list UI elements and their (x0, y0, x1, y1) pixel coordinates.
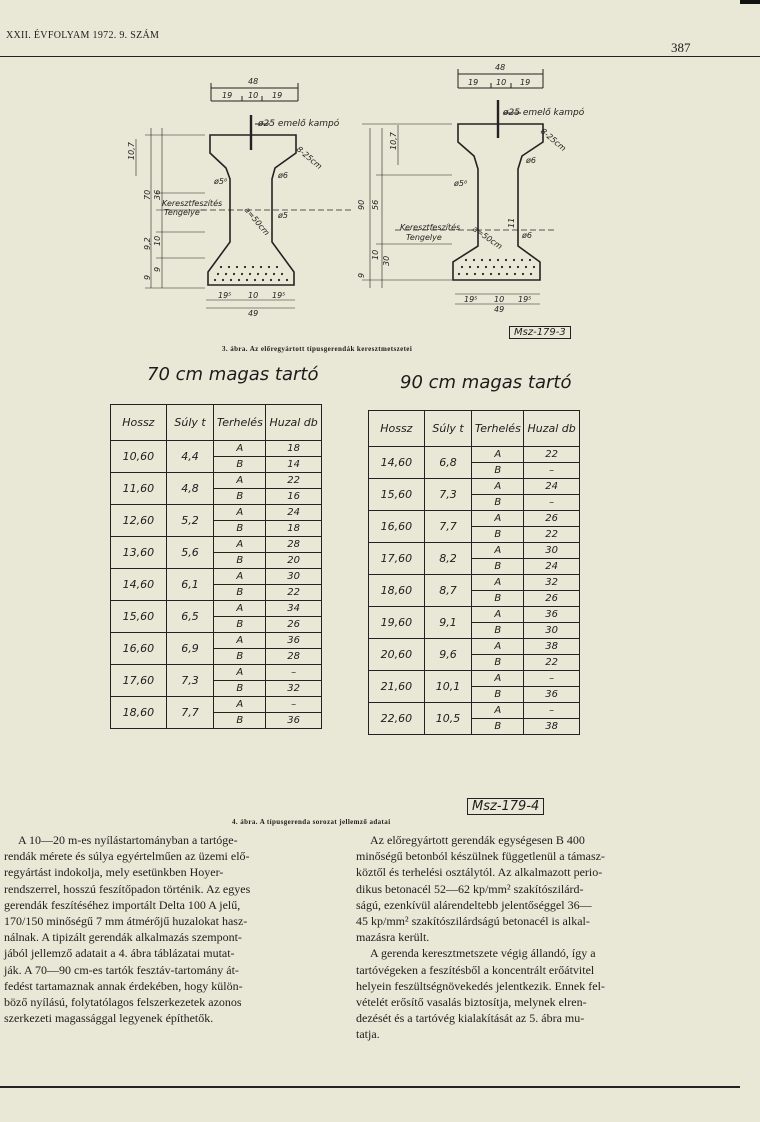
text-line: ságú, ezenkívül alárendeltebb jelentőséggel 36— (356, 897, 592, 912)
cell-terheles: A (472, 703, 524, 719)
cell-terheles: A (472, 575, 524, 591)
cell-suly: 8,2 (424, 543, 472, 575)
axis-label: Tengelye (164, 208, 200, 217)
cell-terheles: A (214, 601, 266, 617)
cell-huzal: 26 (266, 617, 322, 633)
table-row (369, 607, 580, 623)
dim-label: 56 (371, 199, 380, 210)
text-line: szerkezeti magassággal legyenek építhetők. (4, 1011, 214, 1026)
cell-suly: 7,3 (424, 479, 472, 511)
cell-huzal: 22 (524, 447, 580, 463)
cell-suly: 6,8 (424, 447, 472, 479)
cell-huzal: 22 (266, 473, 322, 489)
cell-suly: 10,1 (424, 671, 472, 703)
cell-huzal: 22 (266, 585, 322, 601)
figure3-caption: 3. ábra. Az előregyártott típusgerendák keresztmetszetei (222, 345, 413, 353)
table-header: Terhelés (214, 405, 266, 441)
cell-hossz: 18,60 (369, 575, 425, 607)
table-row (369, 639, 580, 655)
cell-huzal: 28 (266, 649, 322, 665)
text-line: dezését és a tartóvég kialakítását az 5. ábra mu- (356, 1011, 585, 1026)
cell-terheles: A (472, 639, 524, 655)
running-title: XXII. ÉVFOLYAM 1972. 9. SZÁM (6, 30, 160, 41)
dim-label: 10,7 (389, 132, 398, 150)
cell-terheles: A (214, 473, 266, 489)
cell-huzal: 16 (266, 489, 322, 505)
text-line: A gerenda keresztmetszete végig állandó, így a (370, 946, 596, 961)
hook-label: ø25 emelő kampó (503, 108, 585, 118)
table-row (369, 671, 580, 687)
dim-label: 8-25cm (538, 126, 568, 154)
table-header: Hossz (369, 411, 425, 447)
cell-hossz: 13,60 (111, 537, 167, 569)
dim-label: a=50cm (470, 224, 504, 252)
bar-label: ø6 (526, 156, 536, 165)
cell-suly: 7,7 (424, 511, 472, 543)
text-line: 170/150 minőségű 7 mm átmérőjű huzalokat hasz- (4, 914, 248, 929)
cell-terheles: B (472, 559, 524, 575)
cell-terheles: A (214, 665, 266, 681)
cell-suly: 6,5 (166, 601, 214, 633)
cell-hossz: 11,60 (111, 473, 167, 505)
dim-label: 48 (495, 63, 506, 72)
cell-terheles: B (214, 585, 266, 601)
table-row (369, 447, 580, 463)
text-line: 45 kp/mm² szakítószilárdságú betonacél is alkal- (356, 914, 590, 929)
bar-label: ø6 (522, 231, 532, 240)
table-header: Súly t (424, 411, 472, 447)
table-row (111, 441, 322, 457)
table-row (111, 569, 322, 585)
cell-hossz: 17,60 (111, 665, 167, 697)
table-row (369, 543, 580, 559)
cell-suly: 5,2 (166, 505, 214, 537)
cell-terheles: B (472, 463, 524, 479)
cell-terheles: A (214, 537, 266, 553)
cell-huzal: 26 (524, 511, 580, 527)
dim-label: 10 (496, 78, 507, 87)
cell-huzal: 22 (524, 527, 580, 543)
cell-suly: 7,3 (166, 665, 214, 697)
dim-label: 9 (153, 266, 162, 272)
cell-terheles: B (472, 591, 524, 607)
cell-huzal: 18 (266, 441, 322, 457)
table-header: Terhelés (472, 411, 524, 447)
cell-terheles: B (472, 623, 524, 639)
cell-terheles: B (214, 617, 266, 633)
cell-huzal: 34 (266, 601, 322, 617)
dim-label: 48 (248, 77, 259, 86)
cell-hossz: 16,60 (369, 511, 425, 543)
cell-huzal: – (524, 463, 580, 479)
bar-label: ø5 (278, 211, 288, 220)
table90-title: 90 cm magas tartó (400, 372, 572, 393)
cell-terheles: B (214, 681, 266, 697)
cell-suly: 5,6 (166, 537, 214, 569)
cell-hossz: 14,60 (111, 569, 167, 601)
cell-hossz: 22,60 (369, 703, 425, 735)
cell-terheles: B (214, 713, 266, 729)
cell-hossz: 17,60 (369, 543, 425, 575)
cell-huzal: 14 (266, 457, 322, 473)
text-line: böző nyílású, folytatólagos felszerkezetek azonos (4, 995, 242, 1010)
dim-label: 30 (382, 255, 391, 266)
dim-label: 8-25cm (294, 144, 324, 172)
text-line: fedést tartamaznak annak érdekében, hogy külön- (4, 978, 243, 993)
cell-terheles: A (214, 569, 266, 585)
text-line: vételét erősítő vasalás biztosítja, melynek elren- (356, 995, 587, 1010)
cell-huzal: 30 (266, 569, 322, 585)
cell-huzal: 26 (524, 591, 580, 607)
table-row (369, 511, 580, 527)
footer-rule (0, 1086, 740, 1088)
cell-huzal: 20 (266, 553, 322, 569)
dim-label: 19 (520, 78, 531, 87)
dim-label: 10 (248, 291, 259, 300)
table-row (111, 665, 322, 681)
text-line: mazásra került. (356, 930, 430, 945)
cell-huzal: 36 (524, 687, 580, 703)
table-row (111, 505, 322, 521)
bar-label: ø5⁶ (454, 179, 468, 188)
cell-terheles: A (214, 441, 266, 457)
table-header: Súly t (166, 405, 214, 441)
cell-terheles: B (214, 553, 266, 569)
cell-suly: 8,7 (424, 575, 472, 607)
figure4-mark: Msz-179-4 (467, 798, 544, 815)
header-rule (0, 56, 760, 57)
dim-label: 10 (371, 249, 380, 260)
cell-terheles: A (214, 697, 266, 713)
cell-terheles: B (472, 527, 524, 543)
table-header: Huzal db (266, 405, 322, 441)
dim-label: 10 (248, 91, 259, 100)
text-line: A 10—20 m-es nyílástartományban a tartóge- (18, 833, 238, 847)
text-line: jából jellemző adatait a 4. ábra táblázatai mutat- (4, 946, 235, 961)
dim-label: 9 (357, 272, 366, 278)
cell-terheles: A (472, 607, 524, 623)
text-line: tartóvégeken a feszítésből a koncentrált erőátvitel (356, 962, 595, 977)
text-line: helyein feszültségnövekedés jelentkezik. Ennek fel- (356, 978, 605, 993)
table-row (369, 575, 580, 591)
body-left-column (4, 832, 318, 1026)
cell-hossz: 12,60 (111, 505, 167, 537)
text-line: ják. A 70—90 cm-es tartók fesztáv-tartomány át- (4, 962, 239, 977)
dim-label: 19⁵ (272, 291, 286, 300)
cell-hossz: 14,60 (369, 447, 425, 479)
dim-label: 49 (248, 309, 259, 318)
cell-huzal: – (524, 671, 580, 687)
cell-terheles: A (472, 447, 524, 463)
cell-huzal: 18 (266, 521, 322, 537)
cell-suly: 7,7 (166, 697, 214, 729)
text-line: köztől és terhelési osztálytól. Az alkalmazott perio- (356, 865, 603, 880)
cell-hossz: 16,60 (111, 633, 167, 665)
cell-huzal: 24 (524, 559, 580, 575)
cell-suly: 9,1 (424, 607, 472, 639)
dim-label: 19⁵ (464, 295, 478, 304)
bar-label: ø5⁶ (214, 177, 228, 186)
cell-huzal: 22 (524, 655, 580, 671)
dim-label: 10 (494, 295, 505, 304)
bar-label: ø6 (278, 171, 288, 180)
dim-label: 19 (468, 78, 479, 87)
cell-huzal: 24 (266, 505, 322, 521)
cell-terheles: A (472, 511, 524, 527)
cell-huzal: 36 (266, 713, 322, 729)
cell-terheles: A (472, 479, 524, 495)
right-beam-outline (453, 124, 543, 280)
cell-hossz: 18,60 (111, 697, 167, 729)
cell-huzal: 36 (524, 607, 580, 623)
text-line: gerendák feszítéséhez importált Delta 100 A jelű, (4, 897, 241, 912)
cell-suly: 6,9 (166, 633, 214, 665)
text-line: Az előregyártott gerendák egységesen B 400 (370, 833, 585, 847)
cell-hossz: 21,60 (369, 671, 425, 703)
cell-hossz: 15,60 (369, 479, 425, 511)
cell-suly: 6,1 (166, 569, 214, 601)
body-right-column (356, 832, 684, 1043)
cell-huzal: – (266, 697, 322, 713)
table-row (111, 537, 322, 553)
cell-terheles: B (214, 489, 266, 505)
dim-label: 11 (507, 217, 516, 228)
cell-huzal: 28 (266, 537, 322, 553)
table-row (369, 703, 580, 719)
table70-title: 70 cm magas tartó (147, 364, 319, 385)
cell-terheles: A (214, 505, 266, 521)
cell-terheles: B (214, 521, 266, 537)
cell-suly: 9,6 (424, 639, 472, 671)
table90 (368, 410, 580, 735)
cell-huzal: 32 (266, 681, 322, 697)
cell-terheles: B (472, 719, 524, 735)
text-line: regyártást indokolja, mely esetünkben Hoyer- (4, 865, 224, 880)
table-header: Huzal db (524, 411, 580, 447)
text-line: tatja. (356, 1027, 380, 1042)
dim-label: 10 (153, 235, 162, 246)
cell-suly: 4,4 (166, 441, 214, 473)
cell-terheles: B (472, 495, 524, 511)
dim-label: 70 (143, 189, 152, 200)
cell-hossz: 19,60 (369, 607, 425, 639)
table70 (110, 404, 322, 729)
cell-terheles: A (214, 633, 266, 649)
axis-label: Tengelye (406, 233, 442, 242)
dim-label: 9,2 (143, 237, 152, 250)
table-row (111, 601, 322, 617)
cell-hossz: 15,60 (111, 601, 167, 633)
figure3-mark: Msz-179-3 (509, 326, 571, 339)
page-number: 387 (671, 40, 691, 55)
axis-label: Keresztfeszítés (162, 199, 223, 208)
text-line: nálnak. A tipizált gerendák alkalmazás szempont- (4, 930, 242, 945)
dim-label: 9 (143, 274, 152, 280)
table-row (111, 473, 322, 489)
cell-huzal: 32 (524, 575, 580, 591)
text-line: rendák mérete és súlya egyértelműen az üzemi elő- (4, 849, 250, 864)
cell-hossz: 20,60 (369, 639, 425, 671)
cell-terheles: A (472, 671, 524, 687)
table-row (111, 697, 322, 713)
table-row (111, 633, 322, 649)
figure4-caption: 4. ábra. A típusgerenda sorozat jellemző adatai (232, 818, 391, 826)
dim-label: 19 (272, 91, 283, 100)
cell-huzal: 30 (524, 623, 580, 639)
table-header: Hossz (111, 405, 167, 441)
cell-suly: 10,5 (424, 703, 472, 735)
cell-terheles: B (214, 457, 266, 473)
text-line: minőségű betonból készülnek függetlenül a támasz- (356, 849, 605, 864)
dim-label: 49 (494, 305, 505, 314)
cell-terheles: B (472, 687, 524, 703)
dim-label: 19 (222, 91, 233, 100)
cell-hossz: 10,60 (111, 441, 167, 473)
dim-label: 10,7 (127, 142, 136, 160)
cell-suly: 4,8 (166, 473, 214, 505)
dim-label: 19⁵ (518, 295, 532, 304)
dim-label: 90 (357, 199, 366, 210)
dim-label: 36 (153, 189, 162, 200)
cell-terheles: B (214, 649, 266, 665)
hook-label: ø25 emelő kampó (258, 119, 340, 129)
axis-label: Keresztfeszítés (400, 223, 461, 232)
figure3-drawing (0, 60, 760, 345)
cell-huzal: 36 (266, 633, 322, 649)
cell-huzal: – (524, 703, 580, 719)
cell-huzal: – (524, 495, 580, 511)
cell-huzal: – (266, 665, 322, 681)
text-line: rendszerrel, hosszú feszítőpadon történik. Az egyes (4, 881, 251, 896)
cell-huzal: 24 (524, 479, 580, 495)
text-line: dikus betonacél 52—62 kp/mm² szakítószilárd- (356, 881, 584, 896)
table-row (369, 479, 580, 495)
dim-label: a=50cm (242, 205, 272, 238)
cell-huzal: 30 (524, 543, 580, 559)
cell-terheles: B (472, 655, 524, 671)
cell-terheles: A (472, 543, 524, 559)
corner-mark (740, 0, 760, 4)
strand-dots (214, 259, 535, 281)
cell-huzal: 38 (524, 719, 580, 735)
cell-huzal: 38 (524, 639, 580, 655)
dim-label: 19⁵ (218, 291, 232, 300)
